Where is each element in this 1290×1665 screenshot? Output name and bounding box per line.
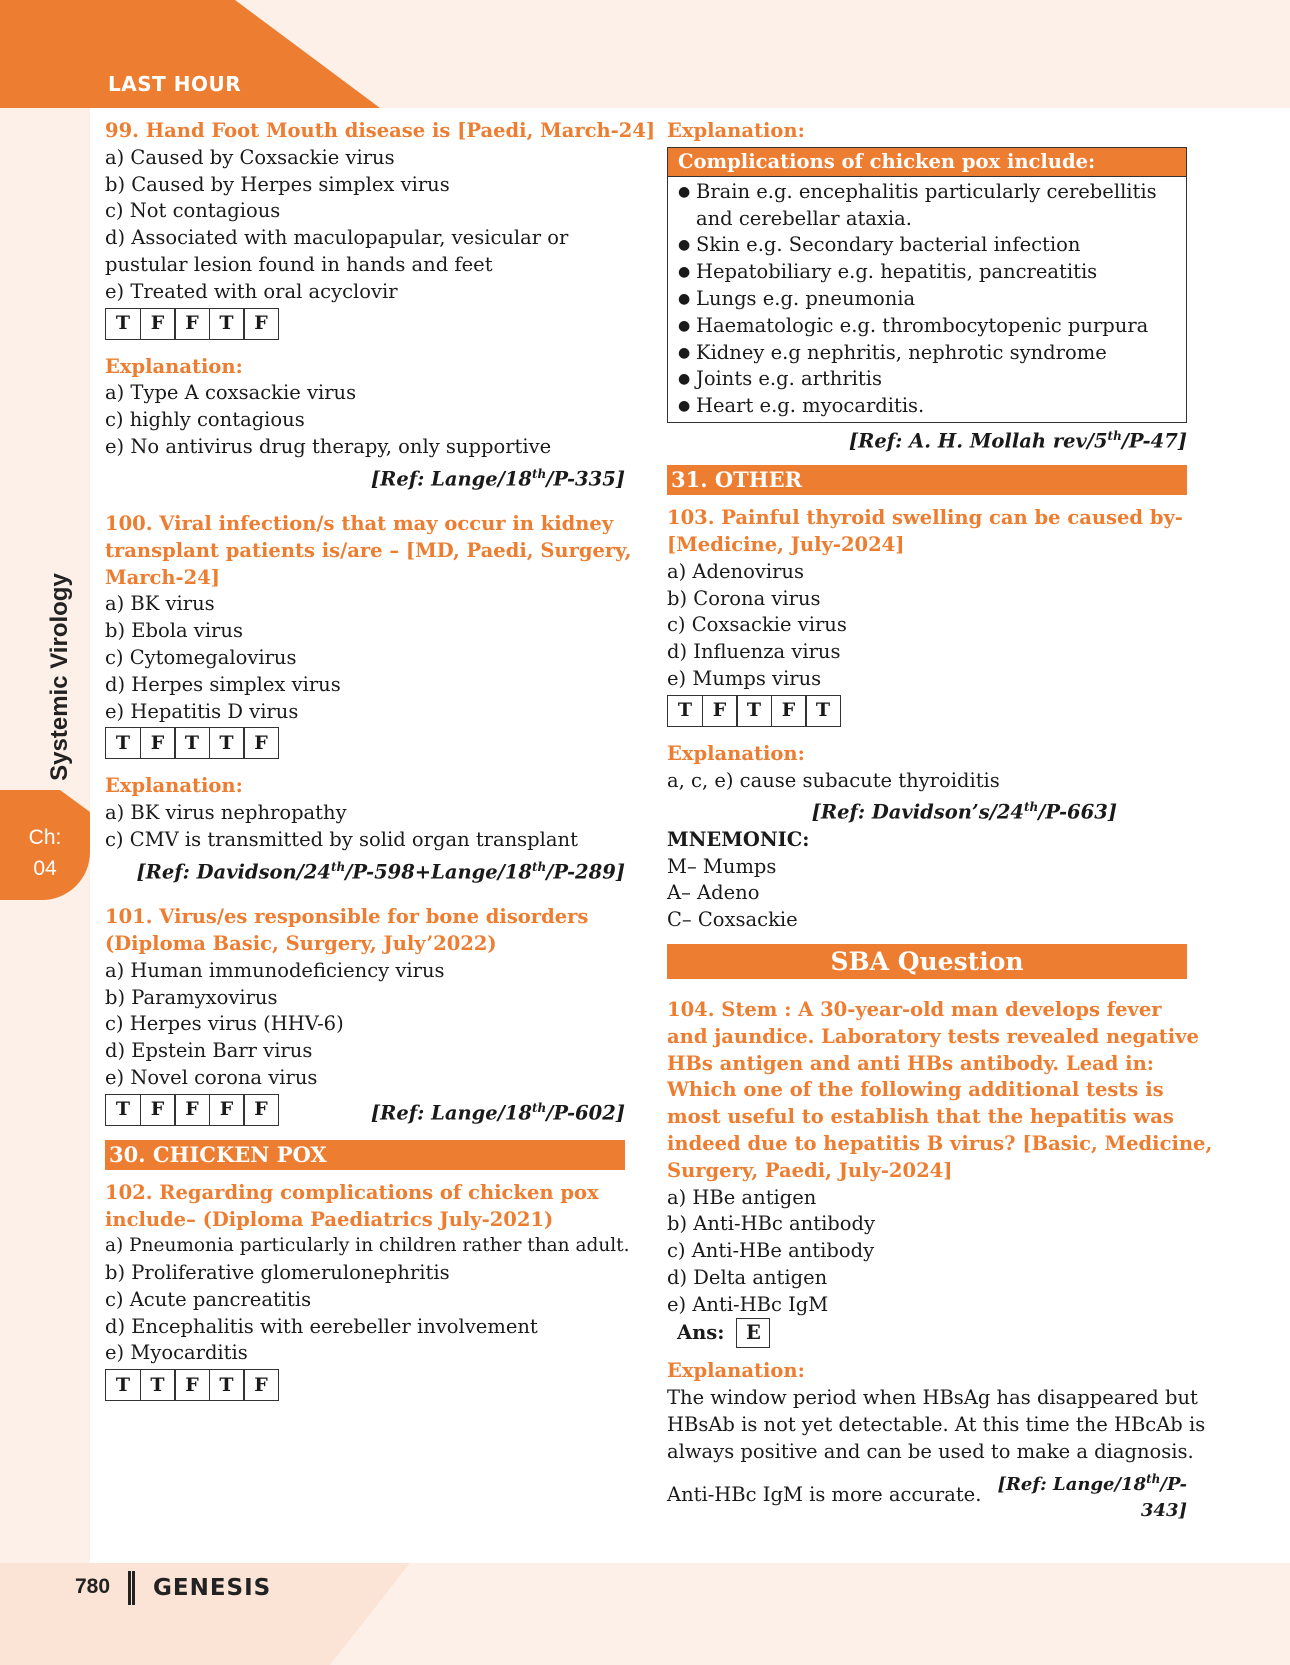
answer-cell: T — [105, 1094, 141, 1126]
option: b) Anti-HBc antibody — [667, 1212, 876, 1236]
complications-title: Complications of chicken pox include: — [668, 148, 1186, 177]
option: c) Cytomegalovirus — [105, 646, 297, 670]
answer-grid — [667, 695, 1187, 727]
reference: [Ref: Davidson/24th/P-598+Lange/18th/P-289] — [136, 859, 625, 884]
option: d) Influenza virus — [667, 640, 841, 664]
page-number: 780 — [75, 1575, 111, 1598]
list-item: ● Joints e.g. arthritis — [678, 366, 1180, 393]
answer-cell: E — [736, 1318, 770, 1348]
reference: [Ref: Lange/18th/P-335] — [370, 466, 625, 491]
answer-grid — [105, 727, 625, 759]
option: c) Not contagious — [105, 199, 281, 223]
answer-cell: F — [209, 1094, 245, 1126]
explanation-line: Anti-HBc IgM is more accurate. — [667, 1483, 982, 1507]
answer-cell: F — [702, 695, 738, 727]
question-104: Surgery, Paedi, July-2024] — [667, 1158, 953, 1182]
option: b) Ebola virus — [105, 619, 243, 643]
answer-cell: T — [805, 695, 841, 727]
sba-heading: SBA Question — [667, 944, 1187, 979]
answer-row — [667, 1318, 1187, 1348]
answer-cell: F — [243, 1094, 279, 1126]
bullet-icon: ● — [678, 398, 691, 415]
bullet-icon: ● — [678, 183, 691, 200]
option: d) Associated with maculopapular, vesicular or — [105, 226, 569, 250]
option: e) Treated with oral acyclovir — [105, 279, 398, 303]
question-100: March-24] — [105, 565, 221, 589]
answer-label: Ans: — [677, 1321, 725, 1345]
option: c) Acute pancreatitis — [105, 1287, 312, 1311]
option: d) Encephalitis with eerebeller involvement — [105, 1314, 538, 1338]
answer-grid — [105, 1094, 278, 1126]
option: e) Novel corona virus — [105, 1065, 318, 1089]
option: c) Anti-HBe antibody — [667, 1239, 875, 1263]
option: a) Caused by Coxsackie virus — [105, 145, 395, 169]
question-100: 100. Viral infection/s that may occur in kidney — [105, 512, 614, 536]
explanation-label: Explanation: — [105, 774, 243, 798]
answer-cell: T — [667, 695, 703, 727]
explanation-line: a, c, e) cause subacute thyroiditis — [667, 768, 1000, 792]
option: e) Hepatitis D virus — [105, 699, 299, 723]
answer-cell: T — [209, 727, 245, 759]
chapter-label: Ch: — [28, 826, 62, 849]
reference: [Ref: Lange/18th/P-602] — [370, 1100, 625, 1125]
bullet-icon: ● — [678, 290, 691, 307]
option: b) Proliferative glomerulonephritis — [105, 1261, 450, 1285]
question-104: 104. Stem : A 30-year-old man develops fever — [667, 997, 1162, 1021]
right-column — [667, 118, 1213, 1525]
option: b) Corona virus — [667, 586, 821, 610]
option: e) Anti-HBc IgM — [667, 1292, 829, 1316]
answer-cell: F — [140, 308, 176, 340]
answer-grid — [105, 308, 625, 340]
chapter-value: 04 — [33, 857, 57, 880]
option: d) Epstein Barr virus — [105, 1039, 313, 1063]
option: b) Caused by Herpes simplex virus — [105, 172, 450, 196]
answer-cell: T — [105, 727, 141, 759]
answer-cell: T — [209, 1369, 245, 1401]
list-item: ● Brain e.g. encephalitis particularly cerebellitis and cerebellar ataxia. — [678, 179, 1180, 233]
answer-cell: T — [736, 695, 772, 727]
option: a) BK virus — [105, 592, 215, 616]
bullet-icon: ● — [678, 264, 691, 281]
question-104: HBs antigen and anti HBs antibody. Lead in: — [667, 1051, 1154, 1075]
mnemonic-title: MNEMONIC: — [667, 827, 810, 851]
option: a) Pneumonia particularly in children rather than adult. — [105, 1235, 630, 1257]
section-heading: 30. CHICKEN POX — [105, 1140, 625, 1170]
question-99: 99. Hand Foot Mouth disease is [Paedi, March-24] — [105, 119, 656, 142]
reference: [Ref: Lange/18th/P-343] — [997, 1471, 1187, 1522]
chapter-number — [0, 822, 90, 884]
answer-cell: F — [243, 727, 279, 759]
mnemonic-line: M– Mumps — [667, 854, 777, 878]
question-101: (Diploma Basic, Surgery, July’2022) — [105, 931, 497, 955]
answer-cell: F — [140, 727, 176, 759]
question-101: 101. Virus/es responsible for bone disorders — [105, 905, 589, 929]
list-item: ● Lungs e.g. pneumonia — [678, 286, 1180, 313]
question-102: include– (Diploma Paediatrics July-2021) — [105, 1207, 554, 1231]
question-100: transplant patients is/are – [MD, Paedi, Surgery, — [105, 538, 632, 562]
list-item: ● Kidney e.g nephritis, nephrotic syndrome — [678, 340, 1180, 367]
answer-cell: F — [174, 1369, 210, 1401]
running-header: LAST HOUR — [108, 72, 242, 96]
option: c) Coxsackie virus — [667, 613, 847, 637]
answer-cell: F — [174, 1094, 210, 1126]
list-item: ● Haematologic e.g. thrombocytopenic purpura — [678, 313, 1180, 340]
question-104: indeed due to hepatitis B virus? [Basic, Medicine, — [667, 1131, 1213, 1155]
answer-cell: T — [105, 1369, 141, 1401]
bullet-icon: ● — [678, 317, 691, 334]
option: b) Paramyxovirus — [105, 985, 278, 1009]
option: a) Adenovirus — [667, 559, 804, 583]
option: c) Herpes virus (HHV-6) — [105, 1012, 344, 1036]
explanation-label: Explanation: — [667, 741, 805, 765]
list-item: ● Heart e.g. myocarditis. — [678, 393, 1180, 420]
explanation-line: e) No antivirus drug therapy, only supportive — [105, 434, 552, 458]
explanation-line: The window period when HBsAg has disappeared but — [667, 1386, 1198, 1410]
explanation-line: c) CMV is transmitted by solid organ transplant — [105, 828, 578, 852]
answer-cell: T — [174, 727, 210, 759]
complications-box — [667, 147, 1187, 423]
chapter-title: Systemic Virology — [46, 573, 73, 781]
option: pustular lesion found in hands and feet — [105, 252, 493, 276]
footer-divider — [128, 1571, 135, 1605]
bullet-icon: ● — [678, 237, 691, 254]
question-104: Which one of the following additional tests is — [667, 1078, 1164, 1102]
brand-logo: GENESIS — [153, 1575, 272, 1601]
question-104: most useful to establish that the hepatitis was — [667, 1105, 1174, 1129]
question-103: [Medicine, July-2024] — [667, 533, 905, 557]
list-item: ● Skin e.g. Secondary bacterial infection — [678, 232, 1180, 259]
explanation-label: Explanation: — [667, 119, 805, 142]
bullet-icon: ● — [678, 344, 691, 361]
question-104: and jaundice. Laboratory tests revealed negative — [667, 1024, 1199, 1048]
question-102: 102. Regarding complications of chicken pox — [105, 1180, 599, 1204]
question-103: 103. Painful thyroid swelling can be caused by- — [667, 506, 1183, 530]
answer-cell: F — [243, 1369, 279, 1401]
list-item: ● Hepatobiliary e.g. hepatitis, pancreatitis — [678, 259, 1180, 286]
answer-cell: F — [243, 308, 279, 340]
reference: [Ref: Davidson’s/24th/P-663] — [811, 800, 1117, 824]
mnemonic-line: C– Coxsackie — [667, 908, 798, 932]
reference: [Ref: A. H. Mollah rev/5th/P-47] — [848, 428, 1187, 453]
option: a) Human immunodeficiency virus — [105, 958, 445, 982]
explanation-line: a) Type A coxsackie virus — [105, 381, 357, 405]
answer-cell: F — [174, 308, 210, 340]
answer-grid — [105, 1369, 625, 1401]
bullet-icon: ● — [678, 371, 691, 388]
explanation-line: c) highly contagious — [105, 408, 305, 432]
complications-list — [668, 177, 1186, 422]
explanation-label: Explanation: — [667, 1359, 805, 1383]
answer-cell: F — [771, 695, 807, 727]
option: e) Myocarditis — [105, 1341, 248, 1365]
explanation-line: a) BK virus nephropathy — [105, 801, 347, 825]
option: d) Delta antigen — [667, 1265, 828, 1289]
explanation-label: Explanation: — [105, 354, 243, 378]
option: d) Herpes simplex virus — [105, 672, 341, 696]
option: e) Mumps virus — [667, 667, 822, 691]
left-column — [105, 118, 656, 1405]
section-heading: 31. OTHER — [667, 465, 1187, 495]
mnemonic-line: A– Adeno — [667, 881, 760, 905]
option: a) HBe antigen — [667, 1185, 817, 1209]
answer-cell: F — [140, 1094, 176, 1126]
answer-cell: T — [140, 1369, 176, 1401]
explanation-line: HBsAb is not yet detectable. At this time the HBcAb is — [667, 1413, 1206, 1437]
explanation-line: always positive and can be used to make a diagnosis. — [667, 1439, 1194, 1463]
answer-cell: T — [209, 308, 245, 340]
answer-cell: T — [105, 308, 141, 340]
